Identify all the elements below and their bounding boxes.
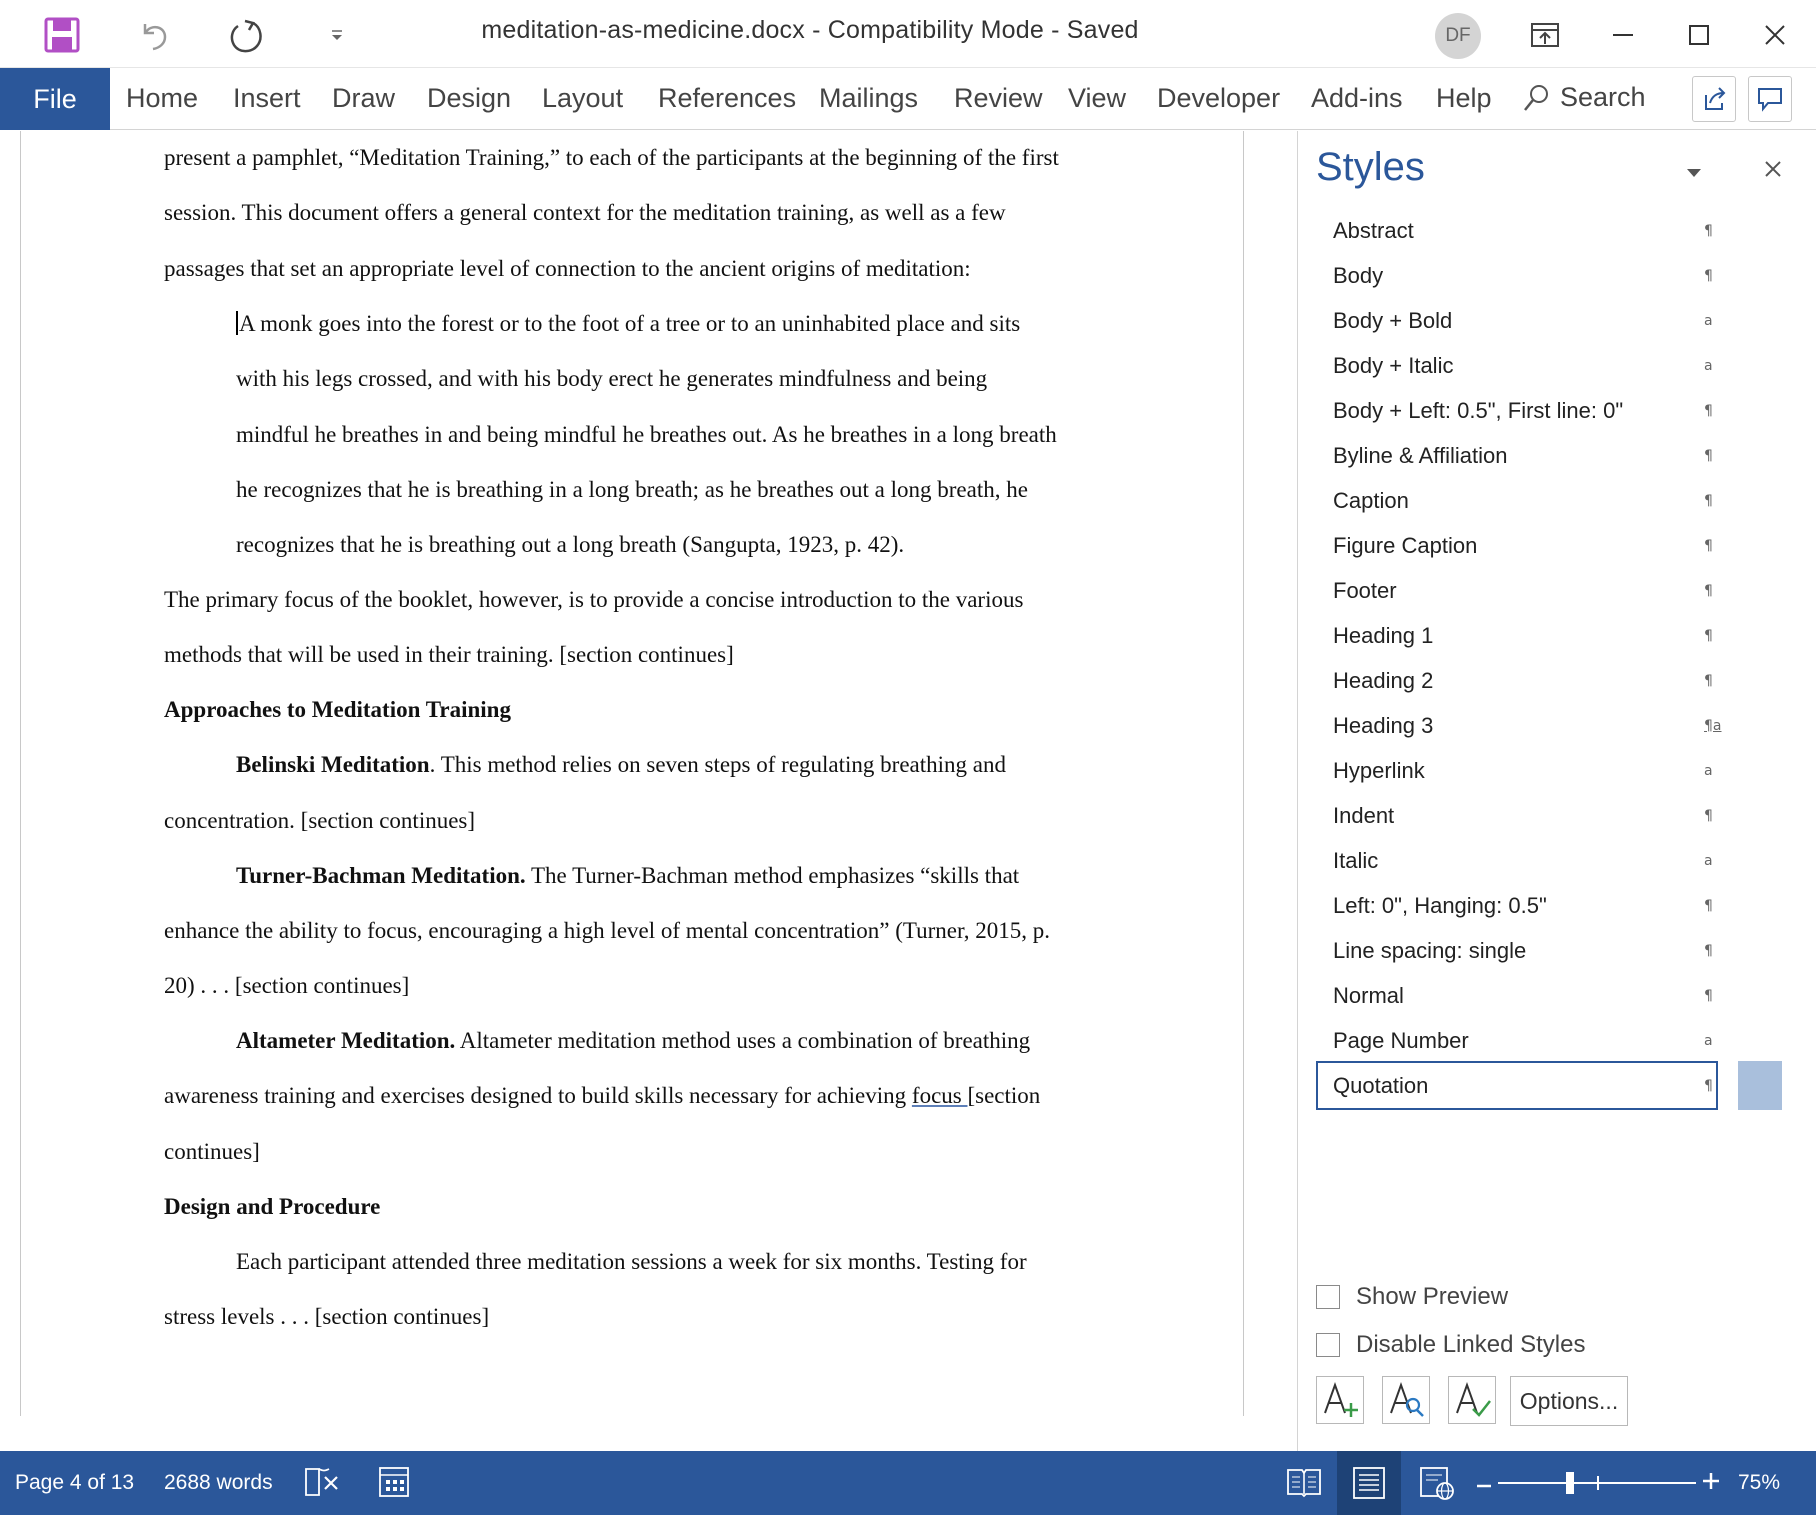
- style-name: Quotation: [1333, 1072, 1429, 1098]
- plus-icon: [1702, 1472, 1720, 1490]
- paragraph-mark-icon: ¶: [1704, 807, 1713, 824]
- style-item-hyperlink[interactable]: [1316, 746, 1760, 795]
- style-name: Indent: [1333, 802, 1395, 828]
- ribbon-display-icon: [1530, 22, 1560, 48]
- paragraph-line: [236, 1028, 1030, 1054]
- style-name: Body + Italic: [1333, 352, 1454, 378]
- paragraph-mark-icon: ¶: [1704, 1077, 1713, 1094]
- paragraph-line: passages that set an appropriate level of connection to the ancient origins of meditation:: [164, 256, 971, 281]
- read-mode-icon: [1286, 1466, 1322, 1498]
- tab-file[interactable]: File: [0, 68, 110, 130]
- manage-styles-icon: [1453, 1381, 1491, 1419]
- selected-style-row: [1316, 1061, 1782, 1110]
- zoom-slider-center-mark: [1597, 1476, 1599, 1490]
- style-item-body[interactable]: [1316, 251, 1760, 300]
- style-name: Hyperlink: [1333, 757, 1425, 783]
- window-title: meditation-as-medicine.docx - Compatibility Mode - Saved: [481, 16, 1139, 44]
- tab-developer[interactable]: Developer: [1157, 83, 1281, 113]
- web-layout-icon: [1418, 1465, 1456, 1501]
- style-name: Line spacing: single: [1333, 937, 1527, 963]
- style-item-indent[interactable]: [1316, 791, 1760, 840]
- maximize-icon: [1687, 23, 1711, 47]
- style-item-body-bold[interactable]: [1316, 296, 1760, 345]
- run-heading-altameter: Altameter Meditation.: [236, 1028, 456, 1053]
- tab-home[interactable]: Home: [126, 83, 199, 113]
- style-name: Normal: [1333, 982, 1404, 1008]
- run-heading-belinski: Belinski Meditation: [236, 752, 430, 777]
- style-item-figure-caption[interactable]: [1316, 521, 1760, 570]
- paragraph-mark-icon: ¶: [1704, 627, 1713, 644]
- style-options-dropdown[interactable]: [1738, 1061, 1782, 1110]
- web-layout-button[interactable]: [1418, 1465, 1456, 1506]
- page-count[interactable]: Page 4 of 13: [15, 1471, 135, 1494]
- style-item-page-number[interactable]: [1316, 1016, 1760, 1065]
- style-name: Body + Left: 0.5", First line: 0": [1333, 397, 1624, 423]
- paragraph-line: session. This document offers a general context for the meditation training, as well as a few: [164, 200, 1006, 225]
- chevron-down-icon: [1686, 168, 1702, 178]
- show-preview-label: Show Preview: [1356, 1283, 1509, 1310]
- paragraph-mark-icon: ¶: [1704, 492, 1713, 509]
- heading-design-procedure: Design and Procedure: [164, 1194, 381, 1219]
- minimize-button[interactable]: [1598, 14, 1648, 56]
- paragraph-mark-icon: ¶: [1704, 447, 1713, 464]
- block-quote-line: mindful he breathes in and being mindful he breathes out. As he breathes in a long breath: [236, 422, 1057, 447]
- show-preview-checkbox[interactable]: [1316, 1285, 1340, 1309]
- search-label: Search: [1560, 82, 1646, 112]
- paragraph-line: 20) . . . [section continues]: [164, 973, 410, 998]
- block-quote-line: with his legs crossed, and with his body erect he generates mindfulness and being: [236, 366, 988, 391]
- tell-me-search[interactable]: [1522, 82, 1646, 113]
- zoom-level[interactable]: 75%: [1738, 1471, 1781, 1494]
- paragraph-line: [236, 863, 1019, 889]
- character-mark-icon: a: [1704, 762, 1713, 779]
- run-text: Altameter meditation method uses a combination of breathing: [455, 1028, 1031, 1053]
- paragraph-line: [236, 752, 1006, 778]
- character-mark-icon: a: [1704, 357, 1713, 374]
- style-item-byline[interactable]: [1316, 431, 1760, 480]
- title-bar: [0, 0, 1816, 68]
- paragraph-mark-icon: ¶: [1704, 672, 1713, 689]
- close-icon: [1763, 23, 1787, 47]
- character-mark-icon: a: [1704, 312, 1713, 329]
- comments-button[interactable]: [1748, 76, 1792, 122]
- print-layout-button[interactable]: [1337, 1451, 1401, 1515]
- tab-layout[interactable]: Layout: [542, 83, 624, 113]
- tab-add-ins[interactable]: Add-ins: [1311, 83, 1403, 113]
- status-bar: [0, 1451, 1816, 1515]
- comment-icon: [1756, 85, 1784, 113]
- share-icon: [1700, 85, 1728, 113]
- document-area[interactable]: [0, 131, 1300, 1451]
- paragraph-line: The primary focus of the booklet, however, is to provide a concise introduction to the various: [164, 587, 1024, 612]
- maximize-button[interactable]: [1674, 14, 1724, 56]
- run-text: The Turner-Bachman method emphasizes “skills that: [525, 863, 1020, 888]
- style-name: Left: 0", Hanging: 0.5": [1333, 892, 1547, 918]
- minimize-icon: [1611, 23, 1635, 47]
- heading-approaches: Approaches to Meditation Training: [164, 697, 511, 722]
- new-style-icon: [1321, 1381, 1359, 1419]
- zoom-out-button[interactable]: [1476, 1478, 1492, 1496]
- block-quote-line: he recognizes that he is breathing in a long breath; as he breathes out a long breath, he: [236, 477, 1028, 502]
- tab-draw[interactable]: Draw: [332, 83, 396, 113]
- paragraph-mark-icon: ¶: [1704, 942, 1713, 959]
- disable-linked-styles-option[interactable]: [1316, 1331, 1585, 1359]
- tab-view[interactable]: View: [1068, 83, 1127, 113]
- paragraph-mark-icon: ¶: [1704, 897, 1713, 914]
- paragraph-line: enhance the ability to focus, encouraging a high level of mental concentration” (Turner, 2015, p.: [164, 918, 1051, 943]
- run-text: . This method relies on seven steps of regulating breathing and: [429, 752, 1006, 777]
- print-layout-icon: [1351, 1466, 1387, 1500]
- zoom-slider-thumb[interactable]: [1566, 1472, 1574, 1494]
- style-name: Abstract: [1333, 217, 1414, 243]
- tab-references[interactable]: References: [658, 83, 797, 113]
- linked-mark-icon: ¶a: [1704, 717, 1722, 734]
- page-edge-left: [20, 131, 21, 1416]
- style-item-heading-3[interactable]: [1316, 701, 1760, 750]
- block-quote-line: recognizes that he is breathing out a long breath (Sangupta, 1923, p. 42).: [236, 532, 905, 557]
- paragraph-mark-icon: ¶: [1704, 267, 1713, 284]
- close-icon: [1764, 160, 1782, 178]
- tab-review[interactable]: Review: [954, 83, 1043, 113]
- style-item-normal[interactable]: [1316, 971, 1760, 1020]
- style-inspector-icon: [1387, 1381, 1425, 1419]
- paragraph-mark-icon: ¶: [1704, 987, 1713, 1004]
- disable-linked-styles-checkbox[interactable]: [1316, 1333, 1340, 1357]
- minus-icon: [1476, 1481, 1492, 1491]
- style-item-heading-2[interactable]: [1316, 656, 1760, 705]
- style-item-italic[interactable]: [1316, 836, 1760, 885]
- paragraph-mark-icon: ¶: [1704, 402, 1713, 419]
- style-name: Body: [1333, 262, 1384, 288]
- style-item-line-spacing-single[interactable]: [1316, 926, 1760, 975]
- macro-recording-button[interactable]: [377, 1465, 413, 1504]
- search-icon: [1522, 83, 1550, 113]
- style-name: Footer: [1333, 577, 1397, 603]
- share-button[interactable]: [1692, 76, 1736, 122]
- zoom-slider[interactable]: [1498, 1472, 1696, 1494]
- user-initials: DF: [1445, 25, 1471, 46]
- block-quote-line: [236, 311, 1020, 337]
- paragraph-mark-icon: ¶: [1704, 582, 1713, 599]
- word-count[interactable]: 2688 words: [164, 1471, 273, 1494]
- tab-insert[interactable]: Insert: [233, 83, 301, 113]
- paragraph-line: stress levels . . . [section continues]: [164, 1304, 490, 1329]
- paragraph-line: methods that will be used in their training. [section continues]: [164, 642, 734, 667]
- options-button[interactable]: Options...: [1510, 1376, 1628, 1426]
- paragraph-line: [164, 1083, 1040, 1109]
- tracked-word-focus[interactable]: focus: [911, 1083, 968, 1108]
- style-name: Caption: [1333, 487, 1409, 513]
- proofing-status-button[interactable]: [303, 1465, 341, 1504]
- ribbon-tabs: [0, 68, 1816, 130]
- paragraph-line: continues]: [164, 1139, 260, 1164]
- macro-icon: [377, 1465, 413, 1499]
- style-item-body-italic[interactable]: [1316, 341, 1760, 390]
- style-item-body-left[interactable]: [1316, 386, 1760, 435]
- tab-mailings[interactable]: Mailings: [819, 83, 919, 113]
- tab-help[interactable]: Help: [1436, 83, 1492, 113]
- pane-options-dropdown[interactable]: [1686, 165, 1702, 183]
- style-inspector-button[interactable]: [1382, 1376, 1430, 1424]
- style-name: Figure Caption: [1333, 532, 1478, 558]
- styles-pane-title: Styles: [1316, 145, 1425, 189]
- pane-close-button[interactable]: [1764, 153, 1782, 185]
- paragraph-line: Each participant attended three meditation sessions a week for six months. Testing for: [236, 1249, 1027, 1274]
- read-mode-button[interactable]: [1286, 1466, 1322, 1503]
- paragraph-line: present a pamphlet, “Meditation Training,” to each of the participants at the beginning of the first: [164, 145, 1059, 170]
- tab-design[interactable]: Design: [427, 83, 512, 113]
- style-item-quotation[interactable]: [1316, 1061, 1718, 1110]
- style-item-footer[interactable]: [1316, 566, 1760, 615]
- run-heading-turner-bachman: Turner-Bachman Meditation.: [236, 863, 526, 888]
- show-preview-option[interactable]: [1316, 1283, 1508, 1311]
- style-name: Byline & Affiliation: [1333, 442, 1508, 468]
- run-text: [section: [967, 1083, 1041, 1108]
- run-text: awareness training and exercises designed to build skills necessary for achieving: [164, 1083, 912, 1108]
- disable-linked-styles-label: Disable Linked Styles: [1356, 1331, 1586, 1358]
- user-avatar[interactable]: [1435, 13, 1481, 59]
- style-item-left-hanging[interactable]: [1316, 881, 1760, 930]
- page-edge-right: [1243, 131, 1244, 1416]
- manage-styles-button[interactable]: [1448, 1376, 1496, 1424]
- zoom-in-button[interactable]: [1702, 1472, 1720, 1495]
- paragraph-mark-icon: ¶: [1704, 537, 1713, 554]
- paragraph-mark-icon: ¶: [1704, 222, 1713, 239]
- block-quote-text: A monk goes into the forest or to the foot of a tree or to an uninhabited place and sits: [239, 311, 1021, 336]
- text-cursor: [236, 311, 238, 335]
- style-name: Body + Bold: [1333, 307, 1453, 333]
- style-item-abstract[interactable]: [1316, 206, 1760, 255]
- style-name: Italic: [1333, 847, 1379, 873]
- ribbon-display-options-button[interactable]: [1520, 14, 1570, 56]
- style-name: Heading 1: [1333, 622, 1434, 648]
- new-style-button[interactable]: [1316, 1376, 1364, 1424]
- style-name: Heading 3: [1333, 712, 1434, 738]
- character-mark-icon: a: [1704, 852, 1713, 869]
- close-window-button[interactable]: [1750, 14, 1800, 56]
- style-name: Page Number: [1333, 1027, 1469, 1053]
- style-name: Heading 2: [1333, 667, 1434, 693]
- style-item-heading-1[interactable]: [1316, 611, 1760, 660]
- proofing-icon: [303, 1465, 341, 1499]
- character-mark-icon: a: [1704, 1032, 1713, 1049]
- style-item-caption[interactable]: [1316, 476, 1760, 525]
- styles-pane: [1298, 131, 1816, 1451]
- paragraph-line: concentration. [section continues]: [164, 808, 476, 833]
